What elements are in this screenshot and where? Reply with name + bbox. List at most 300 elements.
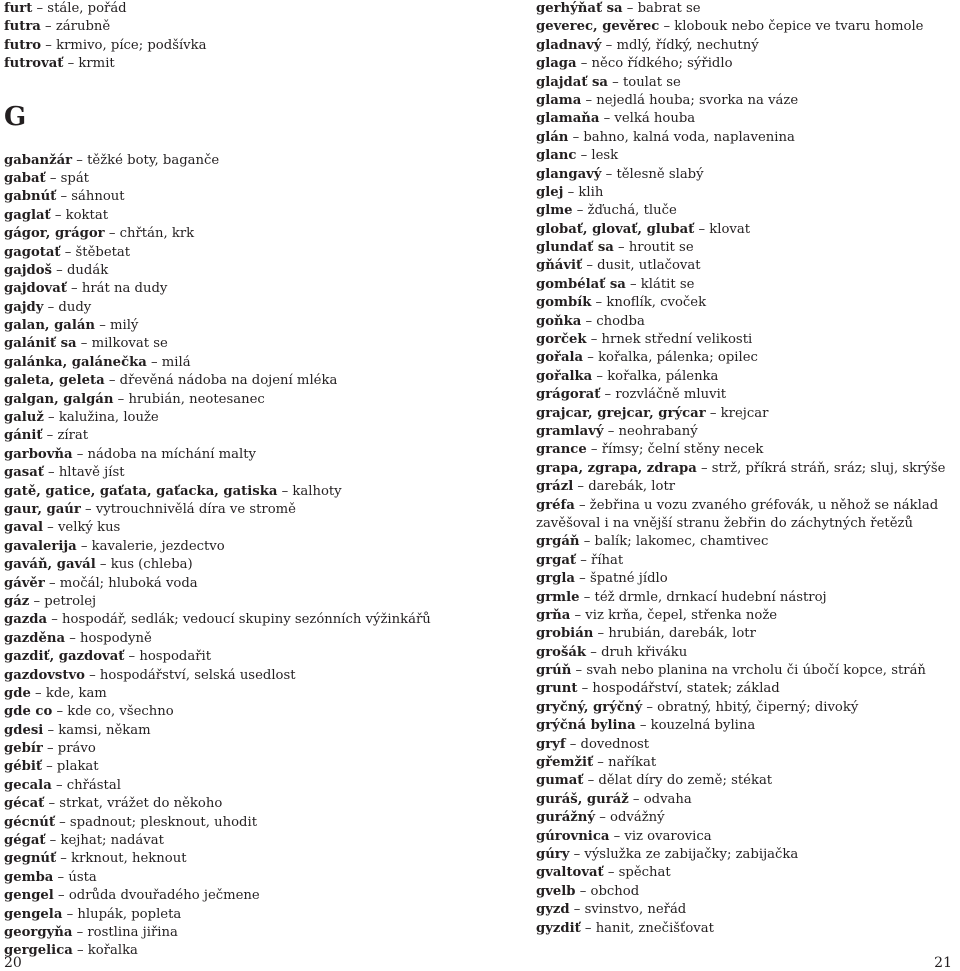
entry-separator: – bbox=[572, 203, 588, 219]
entry-headword: gazděna bbox=[4, 630, 65, 646]
dictionary-entry bbox=[536, 441, 956, 459]
entry-definition: chřástal bbox=[66, 777, 121, 793]
dictionary-entry bbox=[4, 391, 466, 409]
entry-list-right-2 bbox=[536, 533, 956, 938]
entry-definition: krknout, heknout bbox=[71, 851, 187, 867]
entry-headword: galgan, galgán bbox=[4, 391, 114, 407]
entry-headword: garbovňa bbox=[4, 446, 73, 462]
entry-definition: kalhoty bbox=[292, 483, 342, 499]
dictionary-entry bbox=[4, 170, 466, 188]
entry-headword: gecala bbox=[4, 777, 52, 793]
dictionary-entry bbox=[4, 869, 466, 887]
dictionary-entry bbox=[536, 478, 956, 496]
entry-definition: močál; hluboká voda bbox=[59, 575, 198, 591]
entry-headword: galeta, geleta bbox=[4, 373, 105, 389]
entry-definition: naříkat bbox=[608, 755, 657, 771]
entry-headword: gécnúť bbox=[4, 814, 55, 830]
dictionary-entry bbox=[536, 533, 956, 551]
entry-separator: – bbox=[694, 221, 710, 237]
entry-headword: gréfa bbox=[536, 497, 575, 513]
dictionary-entry bbox=[536, 386, 956, 404]
dictionary-entry bbox=[536, 920, 956, 938]
dictionary-entry bbox=[4, 648, 466, 666]
dictionary-entry bbox=[536, 184, 956, 202]
entry-separator: – bbox=[30, 685, 46, 701]
entry-definition: kde, kam bbox=[45, 685, 107, 701]
dictionary-entry bbox=[536, 864, 956, 882]
entry-headword: gúrovnica bbox=[536, 828, 610, 844]
entry-definition: nádoba na míchání malty bbox=[87, 446, 256, 462]
dictionary-entry bbox=[4, 372, 466, 390]
entry-headword: gňáviť bbox=[536, 258, 583, 274]
entry-separator: – bbox=[583, 350, 599, 366]
entry-definition: výslužka ze zabijačky; zabijačka bbox=[584, 846, 799, 862]
entry-separator: – bbox=[586, 644, 602, 660]
entry-separator: – bbox=[56, 189, 72, 205]
dictionary-entry bbox=[536, 497, 956, 515]
entry-headword: gániť bbox=[4, 428, 43, 444]
entry-definition: svinstvo, neřád bbox=[584, 902, 687, 918]
entry-separator: – bbox=[581, 92, 597, 108]
entry-headword: gřemžiť bbox=[536, 755, 594, 771]
entry-separator: – bbox=[581, 313, 597, 329]
entry-definition: dovednost bbox=[580, 736, 650, 752]
entry-headword: gvaltovať bbox=[536, 865, 604, 881]
entry-definition: dusit, utlačovat bbox=[597, 258, 701, 274]
entry-separator: – bbox=[595, 810, 611, 826]
dictionary-entry bbox=[536, 257, 956, 275]
entry-headword: gazdovstvo bbox=[4, 667, 85, 683]
entry-separator: – bbox=[642, 699, 658, 715]
entry-separator: – bbox=[72, 924, 88, 940]
entry-definition: bahno, kalná voda, naplavenina bbox=[583, 129, 795, 145]
entry-separator: – bbox=[72, 943, 88, 959]
entry-headword: gégať bbox=[4, 833, 46, 849]
entry-definition: hospodářství, statek; základ bbox=[592, 681, 780, 697]
entry-separator: – bbox=[54, 814, 70, 830]
entry-definition: viz ovarovica bbox=[624, 828, 712, 844]
dictionary-entry bbox=[536, 0, 956, 18]
entry-separator: – bbox=[44, 575, 60, 591]
entry-headword: grmle bbox=[536, 589, 580, 605]
entry-headword: furt bbox=[4, 1, 33, 16]
entry-separator: – bbox=[577, 681, 593, 697]
entry-headword: gombélať sa bbox=[536, 276, 626, 292]
entry-separator: – bbox=[586, 442, 602, 458]
dictionary-entry bbox=[536, 368, 956, 386]
section-letter: G bbox=[4, 101, 27, 132]
dictionary-entry bbox=[536, 589, 956, 607]
dictionary-entry bbox=[536, 276, 956, 294]
entry-headword: gurážný bbox=[536, 810, 596, 826]
entry-headword: glangavý bbox=[536, 166, 602, 182]
entry-headword: grance bbox=[536, 442, 587, 458]
dictionary-entry bbox=[536, 680, 956, 698]
entry-separator: – bbox=[601, 37, 617, 53]
page-number-right: 21 bbox=[934, 955, 952, 971]
entry-definition: obratný, hbitý, čiperný; divoký bbox=[657, 699, 859, 715]
entry-headword: grúň bbox=[536, 663, 572, 679]
entry-definition: neohrabaný bbox=[618, 423, 698, 439]
entry-separator: – bbox=[80, 501, 96, 517]
dictionary-entry bbox=[536, 460, 956, 478]
dictionary-entry bbox=[536, 754, 956, 772]
entry-headword: gryf bbox=[536, 736, 566, 752]
dictionary-entry bbox=[4, 335, 466, 353]
entry-definition: lesk bbox=[591, 148, 619, 164]
dictionary-entry bbox=[4, 262, 466, 280]
dictionary-entry bbox=[536, 37, 956, 55]
dictionary-entry bbox=[4, 850, 466, 868]
entry-headword: glama bbox=[536, 92, 582, 108]
entry-separator: – bbox=[65, 630, 80, 646]
entry-definition: kouzelná bylina bbox=[650, 718, 756, 734]
dictionary-entry bbox=[4, 887, 466, 905]
entry-definition: kořalka, pálenka; opilec bbox=[598, 350, 758, 366]
entry-definition: zírat bbox=[57, 428, 89, 444]
dictionary-entry bbox=[4, 777, 466, 795]
entry-headword: gabanžár bbox=[4, 152, 73, 168]
entry-definition: klátit se bbox=[640, 276, 695, 292]
entry-definition: koktat bbox=[65, 207, 109, 223]
entry-separator: – bbox=[607, 74, 623, 90]
entry-headword: gécať bbox=[4, 796, 45, 812]
entry-headword: gryčný, grýčný bbox=[536, 699, 643, 715]
entry-definition: hospodářství, selská usedlost bbox=[99, 667, 296, 683]
entry-separator: – bbox=[576, 552, 592, 568]
entry-headword: gergelica bbox=[4, 943, 73, 959]
entry-separator: – bbox=[56, 851, 72, 867]
entry-definition: štěbetat bbox=[75, 244, 131, 260]
dictionary-entry bbox=[536, 791, 956, 809]
entry-definition: rostlina jiřina bbox=[87, 924, 178, 940]
entry-definition: kořalka, pálenka bbox=[607, 368, 719, 384]
entry-definition: dělat díry do země; stékat bbox=[598, 773, 773, 789]
entry-headword: guráš, guráž bbox=[536, 791, 629, 807]
entry-continuation: zavěšoval i na vnější stranu žebřin do záchytných řetězů bbox=[536, 515, 913, 531]
entry-headword: glaga bbox=[536, 56, 577, 72]
entry-separator: – bbox=[146, 354, 162, 370]
entry-separator: – bbox=[51, 777, 67, 793]
entry-separator: – bbox=[574, 497, 590, 513]
dictionary-entry bbox=[536, 570, 956, 588]
entry-separator: – bbox=[95, 557, 111, 573]
entry-separator: – bbox=[95, 318, 110, 334]
entry-separator: – bbox=[705, 405, 721, 421]
entry-definition: milá bbox=[161, 354, 191, 370]
dictionary-entry bbox=[4, 483, 466, 501]
entry-separator: – bbox=[66, 281, 82, 297]
entry-headword: futrovať bbox=[4, 56, 64, 72]
entry-definition: plakat bbox=[56, 759, 99, 775]
entry-separator: – bbox=[44, 796, 60, 812]
entry-headword: gorček bbox=[536, 332, 587, 348]
entry-definition: dřevěná nádoba na dojení mléka bbox=[119, 373, 338, 389]
dictionary-entry bbox=[4, 740, 466, 758]
entry-definition: spěchat bbox=[618, 865, 671, 881]
entry-definition: klobouk nebo čepice ve tvaru homole bbox=[674, 19, 924, 35]
dictionary-entry bbox=[536, 423, 956, 441]
entry-headword: galan, galán bbox=[4, 318, 95, 334]
entry-definition: zárubně bbox=[55, 19, 111, 35]
dictionary-entry bbox=[4, 611, 466, 629]
entry-separator: – bbox=[104, 373, 120, 389]
entry-definition: strkat, vrážet do někoho bbox=[59, 796, 223, 812]
entry-separator: – bbox=[592, 368, 608, 384]
dictionary-entry bbox=[4, 225, 466, 243]
entry-separator: – bbox=[42, 428, 58, 444]
entry-separator: – bbox=[696, 460, 712, 476]
entry-definition: žďuchá, tluče bbox=[587, 203, 677, 219]
entry-separator: – bbox=[53, 888, 69, 904]
entry-headword: gasať bbox=[4, 465, 44, 481]
dictionary-entry bbox=[536, 883, 956, 901]
entry-definition: kde co, všechno bbox=[67, 704, 174, 720]
entry-headword: gemba bbox=[4, 869, 54, 885]
entry-definition: hospodařit bbox=[139, 649, 212, 665]
entry-definition: kavalerie, jezdectvo bbox=[91, 538, 225, 554]
entry-separator: – bbox=[591, 295, 607, 311]
entry-definition: sáhnout bbox=[71, 189, 125, 205]
entry-headword: galániť sa bbox=[4, 336, 77, 352]
entry-list-top bbox=[4, 0, 466, 74]
entry-separator: – bbox=[43, 465, 59, 481]
entry-definition: rozvláčně mluvit bbox=[615, 387, 727, 403]
entry-headword: grágorať bbox=[536, 387, 601, 403]
entry-separator: – bbox=[622, 1, 638, 16]
entry-definition: milkovat se bbox=[91, 336, 168, 352]
dictionary-entry bbox=[4, 758, 466, 776]
entry-definition: hrubián, neotesanec bbox=[128, 391, 265, 407]
entry-separator: – bbox=[576, 56, 592, 72]
entry-headword: grňa bbox=[536, 607, 571, 623]
entry-definition: říhat bbox=[591, 552, 624, 568]
entry-definition: chodba bbox=[596, 313, 645, 329]
entry-separator: – bbox=[45, 833, 61, 849]
entry-headword: gávěr bbox=[4, 575, 45, 591]
entry-headword: gaval bbox=[4, 520, 43, 536]
entry-headword: grošák bbox=[536, 644, 587, 660]
entry-separator: – bbox=[51, 262, 67, 278]
dictionary-entry bbox=[4, 556, 466, 574]
entry-definition: velká houba bbox=[614, 111, 696, 127]
entry-headword: gavalerija bbox=[4, 538, 77, 554]
entry-definition: spadnout; plesknout, uhodit bbox=[69, 814, 257, 830]
dictionary-entry bbox=[536, 717, 956, 735]
entry-definition: žebřina u vozu zvaného gréfovák, u něhož se náklad bbox=[589, 497, 939, 513]
entry-definition: odvážný bbox=[610, 810, 665, 826]
entry-definition: stále, pořád bbox=[47, 1, 127, 16]
entry-separator: – bbox=[50, 207, 66, 223]
entry-separator: – bbox=[635, 718, 651, 734]
entry-definition: viz krňa, čepel, střenka nože bbox=[585, 607, 778, 623]
entry-definition: krmivo, píce; podšívka bbox=[56, 37, 207, 53]
dictionary-entry bbox=[4, 924, 466, 942]
entry-definition: hroutit se bbox=[628, 240, 694, 256]
entry-separator: – bbox=[42, 741, 58, 757]
entry-separator: – bbox=[603, 865, 619, 881]
entry-separator: – bbox=[609, 828, 625, 844]
dictionary-entry bbox=[536, 846, 956, 864]
dictionary-entry bbox=[4, 538, 466, 556]
entry-headword: gde bbox=[4, 685, 31, 701]
entry-definition: římsy; čelní stěny necek bbox=[601, 442, 764, 458]
entry-separator: – bbox=[574, 571, 590, 587]
entry-definition: nejedlá houba; svorka na váze bbox=[596, 92, 799, 108]
dictionary-entry bbox=[536, 699, 956, 717]
entry-separator: – bbox=[603, 423, 619, 439]
entry-headword: gaglať bbox=[4, 207, 51, 223]
dictionary-entry bbox=[4, 703, 466, 721]
entry-headword: gořalka bbox=[536, 368, 593, 384]
dictionary-entry bbox=[536, 110, 956, 128]
dictionary-entry bbox=[4, 667, 466, 685]
dictionary-entry bbox=[4, 832, 466, 850]
entry-headword: grajcar, grejcar, grýcar bbox=[536, 405, 706, 421]
entry-separator: – bbox=[628, 791, 644, 807]
entry-separator: – bbox=[579, 534, 595, 550]
dictionary-entry bbox=[536, 166, 956, 184]
entry-headword: gabať bbox=[4, 170, 46, 186]
entry-definition: balík; lakomec, chamtivec bbox=[594, 534, 769, 550]
entry-list-right-1 bbox=[536, 0, 956, 515]
entry-headword: gyzd bbox=[536, 902, 570, 918]
dictionary-entry bbox=[536, 828, 956, 846]
entry-definition: kejhat; nadávat bbox=[60, 833, 164, 849]
dictionary-entry bbox=[4, 409, 466, 427]
entry-definition: svah nebo planina na vrcholu či úbočí kopce, stráň bbox=[586, 663, 926, 679]
entry-definition: milý bbox=[109, 318, 139, 334]
entry-headword: gágor, grágor bbox=[4, 226, 105, 242]
entry-separator: – bbox=[72, 152, 88, 168]
dictionary-entry bbox=[536, 644, 956, 662]
dictionary-entry bbox=[4, 55, 466, 73]
entry-definition: dudák bbox=[66, 262, 109, 278]
dictionary-entry bbox=[536, 349, 956, 367]
entry-separator: – bbox=[40, 19, 56, 35]
dictionary-entry bbox=[4, 188, 466, 206]
dictionary-entry bbox=[536, 331, 956, 349]
entry-headword: goňka bbox=[536, 313, 582, 329]
entry-separator: – bbox=[43, 410, 59, 426]
entry-definition: chřtán, krk bbox=[119, 226, 195, 242]
entry-definition: též drmle, drnkací hudební nástroj bbox=[594, 589, 827, 605]
entry-separator: – bbox=[576, 148, 592, 164]
entry-headword: galánka, galánečka bbox=[4, 354, 147, 370]
dictionary-entry bbox=[536, 74, 956, 92]
dictionary-entry bbox=[4, 18, 466, 36]
entry-separator: – bbox=[568, 129, 584, 145]
entry-definition: špatné jídlo bbox=[589, 571, 668, 587]
entry-headword: gdesi bbox=[4, 722, 44, 738]
dictionary-entry bbox=[4, 244, 466, 262]
entry-definition: hanit, znečišťovat bbox=[595, 920, 714, 936]
entry-separator: – bbox=[593, 755, 609, 771]
entry-headword: grgať bbox=[536, 552, 577, 568]
entry-headword: grgla bbox=[536, 571, 575, 587]
entry-headword: gyzdiť bbox=[536, 920, 581, 936]
entry-headword: gajdoš bbox=[4, 262, 52, 278]
entry-definition: darebák, lotr bbox=[588, 479, 676, 495]
entry-separator: – bbox=[42, 520, 58, 536]
entry-definition: velký kus bbox=[57, 520, 121, 536]
entry-definition: kus (chleba) bbox=[110, 557, 193, 573]
entry-separator: – bbox=[573, 479, 589, 495]
entry-definition: druh křiváku bbox=[601, 644, 688, 660]
entry-definition: knoflík, cvoček bbox=[606, 295, 707, 311]
entry-separator: – bbox=[32, 1, 48, 16]
dictionary-entry bbox=[4, 685, 466, 703]
entry-definition: hospodář, sedlák; vedoucí skupiny sezónních výžinkářů bbox=[62, 612, 431, 628]
entry-definition: hltavě jíst bbox=[58, 465, 125, 481]
dictionary-entry bbox=[4, 501, 466, 519]
dictionary-entry bbox=[536, 18, 956, 36]
entry-separator: – bbox=[277, 483, 293, 499]
dictionary-entry bbox=[536, 294, 956, 312]
entry-separator: – bbox=[570, 607, 586, 623]
dictionary-entry bbox=[536, 147, 956, 165]
entry-headword: gladnavý bbox=[536, 37, 602, 53]
entry-separator: – bbox=[580, 920, 596, 936]
entry-separator: – bbox=[72, 446, 88, 462]
dictionary-entry bbox=[536, 607, 956, 625]
entry-separator: – bbox=[113, 391, 129, 407]
entry-headword: gazdiť, gazdovať bbox=[4, 649, 125, 665]
entry-headword: glán bbox=[536, 129, 569, 145]
entry-headword: gombík bbox=[536, 295, 592, 311]
entry-definition: babrat se bbox=[637, 1, 701, 16]
entry-headword: futro bbox=[4, 37, 42, 53]
dictionary-entry bbox=[4, 722, 466, 740]
dictionary-entry bbox=[536, 239, 956, 257]
entry-definition: odvaha bbox=[643, 791, 692, 807]
entry-headword: gramlavý bbox=[536, 423, 604, 439]
dictionary-entry bbox=[4, 280, 466, 298]
entry-headword: gatě, gatice, gaťata, gaťacka, gatiska bbox=[4, 483, 278, 499]
entry-separator: – bbox=[582, 258, 598, 274]
entry-definition: hlupák, popleta bbox=[77, 906, 182, 922]
entry-headword: glundať sa bbox=[536, 240, 614, 256]
entry-definition: hospodyně bbox=[79, 630, 152, 646]
dictionary-entry bbox=[4, 354, 466, 372]
entry-headword: globať, glovať, glubať bbox=[536, 221, 695, 237]
entry-headword: gaváň, gavál bbox=[4, 557, 96, 573]
entry-separator: – bbox=[583, 773, 599, 789]
dictionary-entry bbox=[4, 464, 466, 482]
entry-definition: krejcar bbox=[720, 405, 769, 421]
entry-headword: glanc bbox=[536, 148, 577, 164]
entry-definition: odrůda dvouřadého ječmene bbox=[68, 888, 260, 904]
dictionary-entry bbox=[536, 129, 956, 147]
dictionary-entry bbox=[536, 901, 956, 919]
entry-separator: – bbox=[45, 170, 61, 186]
entry-headword: gaur, gaúr bbox=[4, 501, 81, 517]
dictionary-entry bbox=[4, 942, 466, 960]
entry-separator: – bbox=[76, 336, 92, 352]
entry-separator: – bbox=[599, 111, 615, 127]
entry-separator: – bbox=[29, 593, 45, 609]
entry-headword: georgyňa bbox=[4, 924, 73, 940]
dictionary-entry bbox=[4, 0, 466, 18]
entry-definition: klih bbox=[578, 184, 604, 200]
entry-headword: gde co bbox=[4, 704, 53, 720]
entry-headword: gáz bbox=[4, 593, 30, 609]
entry-headword: geverec, gevěrec bbox=[536, 19, 660, 35]
entry-definition: toulat se bbox=[622, 74, 681, 90]
dictionary-entry bbox=[536, 809, 956, 827]
entry-separator: – bbox=[579, 589, 595, 605]
entry-definition: tělesně slabý bbox=[616, 166, 704, 182]
